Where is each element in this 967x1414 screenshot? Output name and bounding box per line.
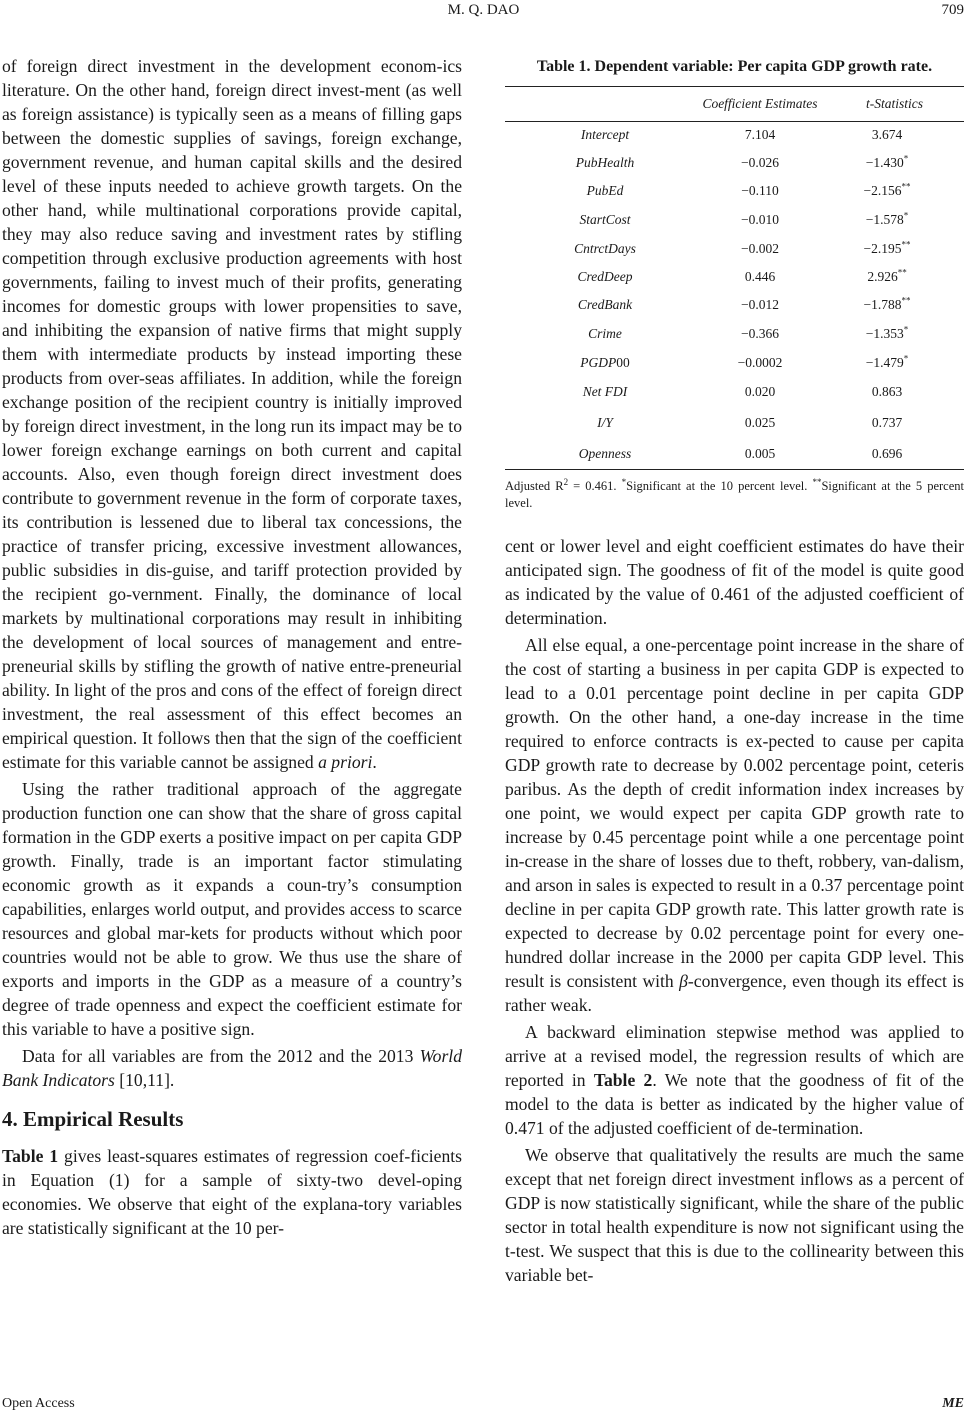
table-row (505, 234, 964, 263)
citation-reference: [10,11]. (119, 1070, 175, 1090)
variable-name-cell: PubHealth (575, 154, 635, 170)
t-statistic-cell: 0.737 (871, 414, 903, 430)
table-row (505, 263, 964, 291)
variable-name-cell: Crime (588, 325, 622, 341)
t-statistic-cell: 0.696 (871, 445, 903, 461)
page-footer (2, 1394, 964, 1414)
coefficient-cell: 0.020 (744, 384, 776, 399)
table-bottom-rule (505, 469, 964, 470)
variable-name-cell: I/Y (597, 414, 613, 430)
greek-symbol: β (679, 971, 688, 991)
left-column (2, 54, 462, 1240)
variable-name-cell: Intercept (580, 127, 630, 142)
table-row (505, 319, 964, 348)
paragraph-text: All else equal, a one-percentage point increase in the share of the cost of starting a business in per capita GDP is expected to lead to a 0.01 percentage point decline in per capita GDP growth. On the other hand, a one-day increase in the time required to enforce contracts is ex-pected to cause per capita GDP growth rate to decrease by 0.002 percentage point, ceteris paribus. As the depth of credit information index increases by one point, we would expect per capita GDP growth rate to increase by 0.45 percentage point while a one percentage point in-crease in the share of losses due to theft, robbery, van-dalism, and arson in sales is expected to result in a 0.37 percentage point decline in per capita GDP growth rate. This latter growth rate is expected to decrease by 0.02 percentage point for every one-hundred dollar increase in the 2000 per capita GDP level. This result is consistent with (505, 635, 964, 991)
t-statistic-cell: −2.156** (863, 181, 911, 198)
paragraph-text: gives least-squares estimates of regression coef-ficients in Equation (1) for a sample of sixty-two devel-oping economies. We observe that eight of the explana-tory variables are statistically significant at the 10 per- (2, 1146, 462, 1238)
body-paragraph (2, 1044, 462, 1092)
table-reference: Table 1 (2, 1146, 59, 1166)
footer-journal-abbrev: ME (942, 1396, 964, 1411)
variable-name-cell: CredBank (577, 297, 633, 312)
paragraph-text: -convergence, even though its effect is rather weak. (505, 971, 964, 1015)
body-paragraph: Using the rather traditional approach of the aggregate production function one can show that the share of gross capital formation in the GDP exerts a positive impact on per capita GDP growth. Finally, trade is an important factor stimulating economic growth as it expands a coun-try’s consumption capabilities, enlarges world output, and provides access to scarce resources and global mar-kets for products without which poor countries would not be able to grow. We thus use the share of exports and imports in the GDP as a measure of a country’s degree of trade openness and expect the coefficient estimate for this variable to have a positive sign. (2, 779, 462, 1039)
coefficient-cell: −0.026 (741, 154, 779, 170)
significance-marker: ** (897, 267, 907, 278)
coefficient-cell: −0.0002 (737, 354, 783, 370)
right-column (505, 534, 964, 1287)
header-cell: Coefficient Estimates (702, 96, 818, 111)
significance-marker: * (903, 324, 909, 334)
t-statistic-cell: −1.578* (865, 210, 909, 227)
table-row (505, 348, 964, 377)
body-paragraph (2, 1144, 462, 1240)
t-statistic-cell: −1.788** (863, 295, 911, 312)
coefficient-cell: 0.025 (744, 414, 776, 430)
variable-name-cell: Openness (578, 445, 632, 461)
running-header-author: M. Q. DAO (447, 2, 520, 18)
body-paragraph: cent or lower level and eight coefficient estimates do have their anticipated sign. The goodness of fit of the model is quite good as indicated by the value of 0.461 of the adjusted coefficient of determination. (505, 536, 964, 628)
body-paragraph: We observe that qualitatively the results are much the same except that net foreign direct investment inflows as a percent of GDP is now statistically significant, while the share of the public sector in total health expenditure is now not significant using the t-test. We suspect that this is due to the collinearity between this variable bet- (505, 1145, 964, 1285)
citation-title: World Bank Indicators (2, 1046, 462, 1090)
coefficient-cell: −0.366 (741, 325, 779, 341)
coefficient-cell: 0.005 (744, 445, 776, 461)
table-note: Adjusted $R^2 = 0.461$. *Significant at the 10 percent level. **Significant at the 5 percent level. (505, 476, 964, 510)
table-row (505, 122, 964, 148)
coefficient-cell: 7.104 (744, 127, 776, 142)
significance-marker: ** (901, 295, 911, 306)
table-row (505, 438, 964, 469)
t-statistic-cell: 2.926** (867, 267, 907, 284)
t-statistic-cell: −1.353* (865, 324, 909, 341)
coefficient-cell: −0.002 (741, 240, 779, 256)
header-cell: t-Statistics (866, 96, 923, 111)
table-header-row (505, 87, 964, 121)
t-statistic-cell: −1.430* (865, 153, 909, 170)
paragraph-text: . (372, 752, 377, 772)
t-statistic-cell: 0.863 (871, 384, 903, 399)
coefficient-cell: −0.110 (741, 183, 779, 198)
footer-access-label: Open Access (2, 1396, 75, 1411)
italic-term: a priori (318, 752, 373, 772)
t-statistic-cell: 3.674 (871, 127, 903, 142)
variable-name-cell: PubEd (586, 183, 624, 198)
t-statistic-cell: −2.195** (863, 239, 911, 256)
significance-marker: * (903, 353, 909, 363)
significance-marker: * (903, 153, 909, 163)
significance-marker: ** (901, 239, 911, 249)
table-row (505, 291, 964, 319)
paragraph-text: A backward elimination stepwise method was applied to arrive at a revised model, the regression results of which are reported in (505, 1022, 964, 1090)
variable-name-cell: CntrctDays (574, 240, 636, 256)
coefficient-cell: −0.010 (741, 211, 779, 227)
paragraph-text: of foreign direct investment in the development econom-ics literature. On the other hand, foreign direct invest-ment (as well as foreign assistance) is typically seen as a means of filling gaps between the domestic supplies of savings, foreign exchange, government revenue, and human capital skills and the desired level of these inputs needed to achieve growth targets. On the other hand, while multinational corporations provide capital, they may also reduce saving and investment rates by stifling competition through exclusive production agreements with host governments, failing to invest much of their profits, generating incomes for domestic groups with lower propensities to save, and inhibiting the expansion of native firms that might supply them with intermediate products by instead importing these products from over-seas affiliates. In addition, while the foreign exchange position of the recipient country is initially improved by foreign direct investment, in the long run its impact may be to lower foreign exchange earnings on both current and capital accounts. Also, even though foreign direct investment does contribute to government revenue in the form of corporate taxes, its contribution is lessened due to liberal tax concessions, the practice of transfer pricing, excessive investment allowances, public subsidies in dis-guise, and tariff protection provided by the recipient go-vernment. Finally, the dominance of local markets by multinational corporations may result in inhibiting the development of local sources of management and entre-preneurial skills by stifling the growth of native entre-preneurial ability. In light of the pros and cons of the effect of foreign direct investment, the real assessment of this effect becomes an empirical question. It follows then that the sign of the coefficient estimate for this variable cannot be assigned (2, 56, 462, 772)
coefficient-cell: 0.446 (744, 269, 776, 284)
body-paragraph (505, 1020, 964, 1140)
table-row (505, 177, 964, 205)
table-row (505, 407, 964, 438)
body-paragraph (505, 633, 964, 1017)
t-statistic-cell: −1.479* (865, 353, 909, 370)
variable-name-cell: CredDeep (577, 269, 633, 284)
paragraph-text: . We note that the goodness of fit of the model to the data is better as indicated by the higher value of 0.471 of the adjusted coefficient of de-termination. (505, 1070, 964, 1138)
significance-marker: * (903, 210, 909, 220)
section-heading: 4. Empirical Results (2, 1107, 184, 1131)
variable-name-cell: Net FDI (582, 384, 628, 399)
table-row (505, 377, 964, 407)
paragraph-text: Data for all variables are from the 2012 and the 2013 (22, 1046, 414, 1066)
variable-name-cell: StartCost (579, 211, 631, 227)
table-reference: Table 2 (593, 1070, 653, 1090)
coefficient-cell: −0.012 (741, 297, 779, 312)
table-row (505, 148, 964, 177)
regression-table (505, 86, 964, 470)
page-number: 709 (941, 2, 964, 18)
table-body (505, 122, 964, 469)
table-row (505, 205, 964, 234)
variable-name-cell: PGDP00 (580, 354, 630, 370)
body-paragraph (2, 54, 462, 774)
table-caption: Table 1. Dependent variable: Per capita GDP growth rate. (536, 58, 933, 75)
significance-marker: ** (901, 181, 911, 192)
